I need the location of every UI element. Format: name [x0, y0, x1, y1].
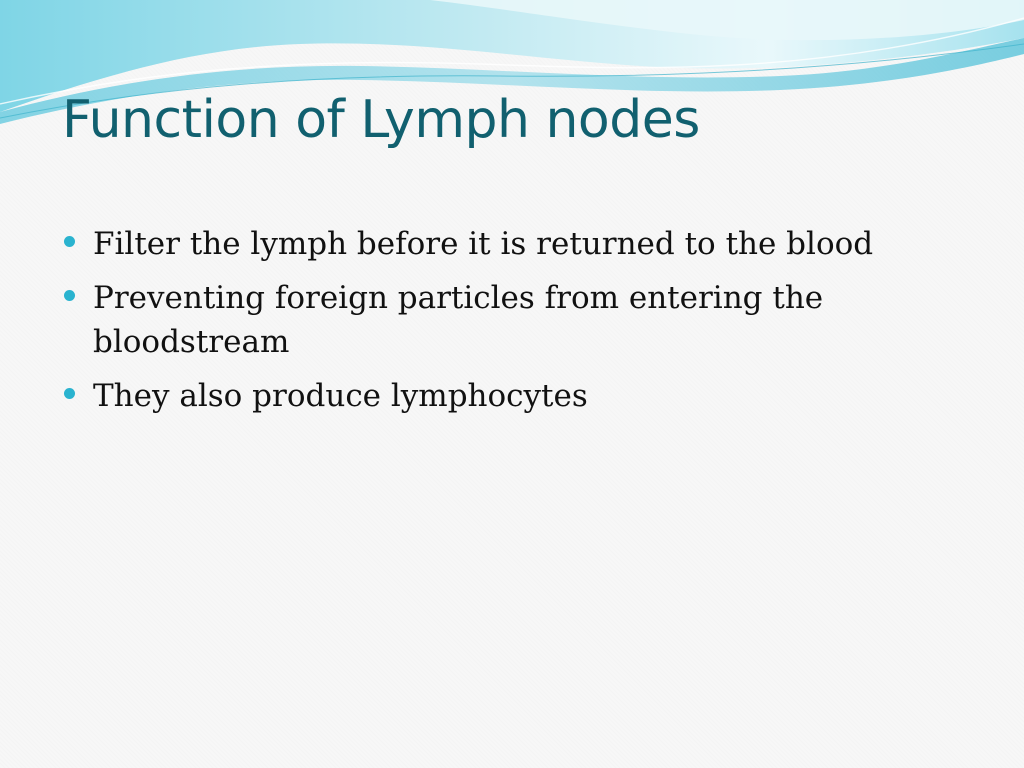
bullet-dot-icon	[64, 236, 75, 247]
bullet-text: Filter the lymph before it is returned to the blood	[93, 226, 874, 262]
bullet-item	[64, 222, 944, 266]
bullet-item	[64, 276, 944, 364]
bullet-list	[64, 222, 944, 428]
bullet-text: Preventing foreign particles from entering the bloodstream	[93, 280, 824, 360]
bullet-dot-icon	[64, 388, 75, 399]
bullet-dot-icon	[64, 290, 75, 301]
slide-title: Function of Lymph nodes	[62, 90, 700, 150]
bullet-item	[64, 374, 944, 418]
bullet-text: They also produce lymphocytes	[93, 378, 588, 414]
